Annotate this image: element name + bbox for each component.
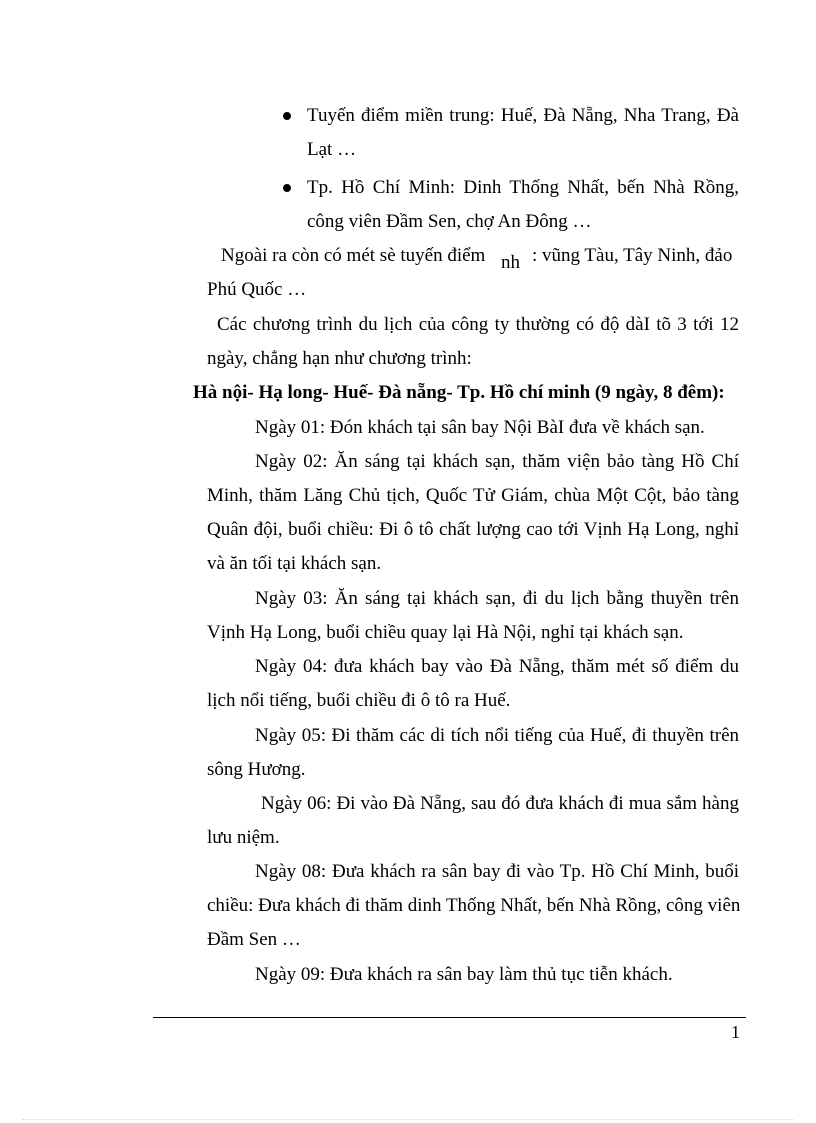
day-08-line-3: Đầm Sen … bbox=[207, 929, 301, 950]
intro-1-line-1b: : vũng Tàu, Tây Ninh, đảo bbox=[532, 245, 733, 266]
day-04-line-2: lịch nổi tiếng, buổi chiều đi ô tô ra Huế. bbox=[207, 690, 511, 711]
day-02-line-3: Quân đội, buổi chiều: Đi ô tô chất lượng cao tới Vịnh Hạ Long, nghỉ bbox=[207, 519, 739, 540]
intro-1-superscript: nh bbox=[501, 252, 520, 273]
page-edge-dotted-line bbox=[22, 1119, 794, 1120]
bullet-dot bbox=[283, 112, 291, 120]
day-02-line-1: Ngày 02: Ăn sáng tại khách sạn, thăm viện bảo tàng Hồ Chí bbox=[255, 451, 739, 472]
bullet-dot bbox=[283, 184, 291, 192]
day-01: Ngày 01: Đón khách tại sân bay Nội BàI đưa về khách sạn. bbox=[255, 417, 705, 438]
footer-rule bbox=[153, 1017, 746, 1018]
page-number: 1 bbox=[731, 1022, 740, 1042]
day-05-line-1: Ngày 05: Đi thăm các di tích nổi tiếng của Huế, đi thuyền trên bbox=[255, 725, 739, 746]
program-title: Hà nội- Hạ long- Huế- Đà nẵng- Tp. Hồ chí minh (9 ngày, 8 đêm): bbox=[193, 382, 725, 403]
day-03-line-1: Ngày 03: Ăn sáng tại khách sạn, đi du lịch bằng thuyền trên bbox=[255, 588, 739, 609]
bullet-1-line-1: Tuyến điểm miền trung: Huế, Đà Nẵng, Nha Trang, Đà bbox=[307, 105, 739, 126]
intro-1-line-1a: Ngoài ra còn có mét sè tuyến điểm bbox=[221, 245, 486, 266]
intro-2-line-2: ngày, chẳng hạn như chương trình: bbox=[207, 348, 472, 369]
intro-1-line-2: Phú Quốc … bbox=[207, 279, 307, 300]
day-02-line-2: Minh, thăm Lăng Chủ tịch, Quốc Tử Giám, chùa Một Cột, bảo tàng bbox=[207, 485, 739, 506]
day-08-line-1: Ngày 08: Đưa khách ra sân bay đi vào Tp. Hồ Chí Minh, buổi bbox=[255, 861, 739, 882]
day-03-line-2: Vịnh Hạ Long, buổi chiều quay lại Hà Nội, nghỉ tại khách sạn. bbox=[207, 622, 684, 643]
day-06-line-1: Ngày 06: Đi vào Đà Nẵng, sau đó đưa khách đi mua sắm hàng bbox=[261, 793, 739, 814]
bullet-1-line-2: Lạt … bbox=[307, 139, 357, 160]
day-08-line-2: chiều: Đưa khách đi thăm dinh Thống Nhất, bến Nhà Rồng, công viên bbox=[207, 895, 741, 916]
bullet-2-line-2: công viên Đầm Sen, chợ An Đông … bbox=[307, 211, 592, 232]
day-05-line-2: sông Hương. bbox=[207, 759, 306, 780]
day-09: Ngày 09: Đưa khách ra sân bay làm thủ tục tiễn khách. bbox=[255, 964, 673, 985]
day-06-line-2: lưu niệm. bbox=[207, 827, 280, 848]
intro-2-line-1: Các chương trình du lịch của công ty thường có độ dàI tõ 3 tới 12 bbox=[217, 314, 739, 335]
bullet-2-line-1: Tp. Hồ Chí Minh: Dinh Thống Nhất, bến Nhà Rồng, bbox=[307, 177, 739, 198]
day-02-line-4: và ăn tối tại khách sạn. bbox=[207, 553, 382, 574]
day-04-line-1: Ngày 04: đưa khách bay vào Đà Nẵng, thăm mét số điểm du bbox=[255, 656, 739, 677]
